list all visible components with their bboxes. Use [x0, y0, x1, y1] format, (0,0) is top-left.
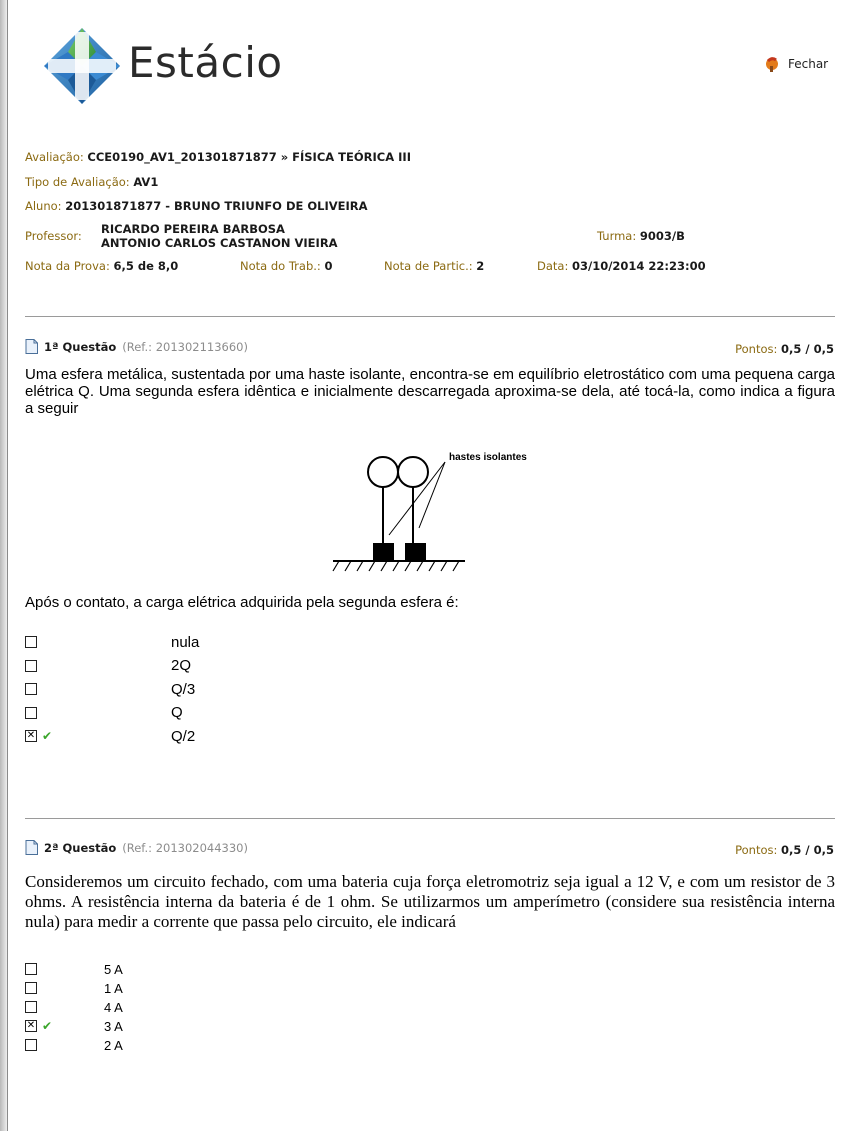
- close-icon: [764, 55, 782, 73]
- divider: [25, 818, 835, 819]
- evaluation-value: CCE0190_AV1_201301871877 » FÍSICA TEÓRICA III: [87, 150, 411, 164]
- class-value: 9003/B: [639, 229, 685, 243]
- exam-grade-label: Nota da Prova:: [25, 259, 110, 273]
- question-2-points-label: Pontos:: [735, 843, 778, 857]
- option-label: Q: [171, 704, 183, 721]
- evaluation-type-label: Tipo de Avaliação:: [25, 175, 130, 189]
- question-2-title: 2ª Questão: [44, 840, 117, 855]
- evaluation-type-row: [25, 175, 158, 189]
- question-1-prompt: Após o contato, a carga elétrica adquirida pela segunda esfera é:: [25, 594, 459, 611]
- option-label: 2Q: [171, 657, 192, 674]
- option-label: 3 A: [104, 1018, 123, 1034]
- question-2-points: [735, 843, 834, 857]
- option-label: Q/3: [171, 680, 196, 698]
- checkbox[interactable]: [25, 660, 37, 672]
- checkbox[interactable]: [25, 963, 37, 975]
- question-2-option[interactable]: [25, 1034, 123, 1056]
- participation-grade-value: 2: [476, 259, 485, 273]
- class-row: [597, 229, 685, 243]
- evaluation-row: [25, 150, 411, 164]
- correct-check-icon: ✔: [42, 1019, 53, 1033]
- close-button[interactable]: [764, 55, 828, 73]
- work-grade-row: [240, 259, 332, 273]
- figure-label: hastes isolantes: [449, 452, 527, 463]
- brand-name: Estácio: [128, 38, 283, 87]
- spheres-figure: [325, 450, 545, 575]
- checkbox[interactable]: ✕: [26, 1020, 36, 1031]
- checkbox[interactable]: [25, 683, 37, 695]
- question-1-text: Uma esfera metálica, sustentada por uma haste isolante, encontra-se em equilíbrio eletrostático com uma pequena carga elétrica Q. Uma segunda esfera idêntica e inicialmente descarregada aproxima-se dela, até tocá-la, como indica a figura a seguir: [25, 366, 835, 417]
- checkbox[interactable]: [25, 1039, 37, 1051]
- option-label: 5 A: [104, 961, 123, 977]
- student-label: Aluno:: [25, 199, 62, 213]
- checkbox[interactable]: [25, 1001, 37, 1013]
- evaluation-type-value: AV1: [133, 175, 159, 189]
- option-label: 2 A: [104, 1037, 123, 1053]
- question-2-ref: (Ref.: 201302044330): [122, 840, 248, 855]
- date-label: Data:: [537, 259, 569, 273]
- professor-name-1: RICARDO PEREIRA BARBOSA: [101, 222, 285, 236]
- checkbox[interactable]: ✕: [26, 730, 36, 741]
- student-row: [25, 199, 368, 213]
- question-2-points-value: 0,5 / 0,5: [781, 843, 834, 857]
- checkbox[interactable]: [25, 707, 37, 719]
- date-row: [537, 259, 706, 273]
- question-1-option[interactable]: [25, 678, 196, 700]
- exam-grade-value: 6,5 de 8,0: [113, 259, 179, 273]
- option-label: 1 A: [104, 980, 123, 996]
- date-value: 03/10/2014 22:23:00: [572, 259, 706, 273]
- question-1-title: 1ª Questão: [44, 339, 117, 354]
- option-label: Q/2: [171, 727, 196, 745]
- question-1-header: [25, 339, 248, 354]
- checkbox[interactable]: [25, 636, 37, 648]
- work-grade-value: 0: [324, 259, 333, 273]
- participation-grade-label: Nota de Partic.:: [384, 259, 473, 273]
- question-1-points-value: 0,5 / 0,5: [781, 342, 834, 356]
- estacio-logo-icon: [44, 28, 120, 104]
- window-left-shadow: [0, 0, 7, 1131]
- work-grade-label: Nota do Trab.:: [240, 259, 321, 273]
- question-1-option[interactable]: [25, 702, 183, 724]
- correct-check-icon: ✔: [42, 729, 53, 743]
- question-1-points: [735, 342, 834, 356]
- question-1-option[interactable]: [25, 655, 192, 677]
- question-1-option[interactable]: [25, 725, 196, 747]
- exam-grade-row: [25, 259, 178, 273]
- student-value: 201301871877 - BRUNO TRIUNFO DE OLIVEIRA: [65, 199, 368, 213]
- question-1-ref: (Ref.: 201302113660): [122, 339, 248, 354]
- option-label: nula: [171, 633, 200, 651]
- checkbox[interactable]: [25, 982, 37, 994]
- professor-label: Professor:: [25, 229, 82, 243]
- question-2-header: [25, 840, 248, 855]
- question-1-points-label: Pontos:: [735, 342, 778, 356]
- professor-name-2: ANTONIO CARLOS CASTANON VIEIRA: [101, 236, 338, 250]
- close-label: Fechar: [788, 57, 829, 71]
- question-2-text: Consideremos um circuito fechado, com uma bateria cuja força eletromotriz seja igual a 12 V, e com um resistor de 3 ohms. A resistência interna da bateria é de 1 ohm. Se utilizarmos um amperímetro (considere sua resistência interna nula) para medir a corrente que passa pelo circuito, ele indicará: [25, 872, 835, 931]
- divider: [25, 316, 835, 317]
- option-label: 4 A: [104, 999, 123, 1015]
- professor-names: [101, 222, 338, 250]
- class-label: Turma:: [597, 229, 637, 243]
- document-icon: [25, 840, 38, 855]
- document-icon: [25, 339, 38, 354]
- question-1-option[interactable]: [25, 631, 200, 653]
- evaluation-label: Avaliação:: [25, 150, 84, 164]
- participation-grade-row: [384, 259, 484, 273]
